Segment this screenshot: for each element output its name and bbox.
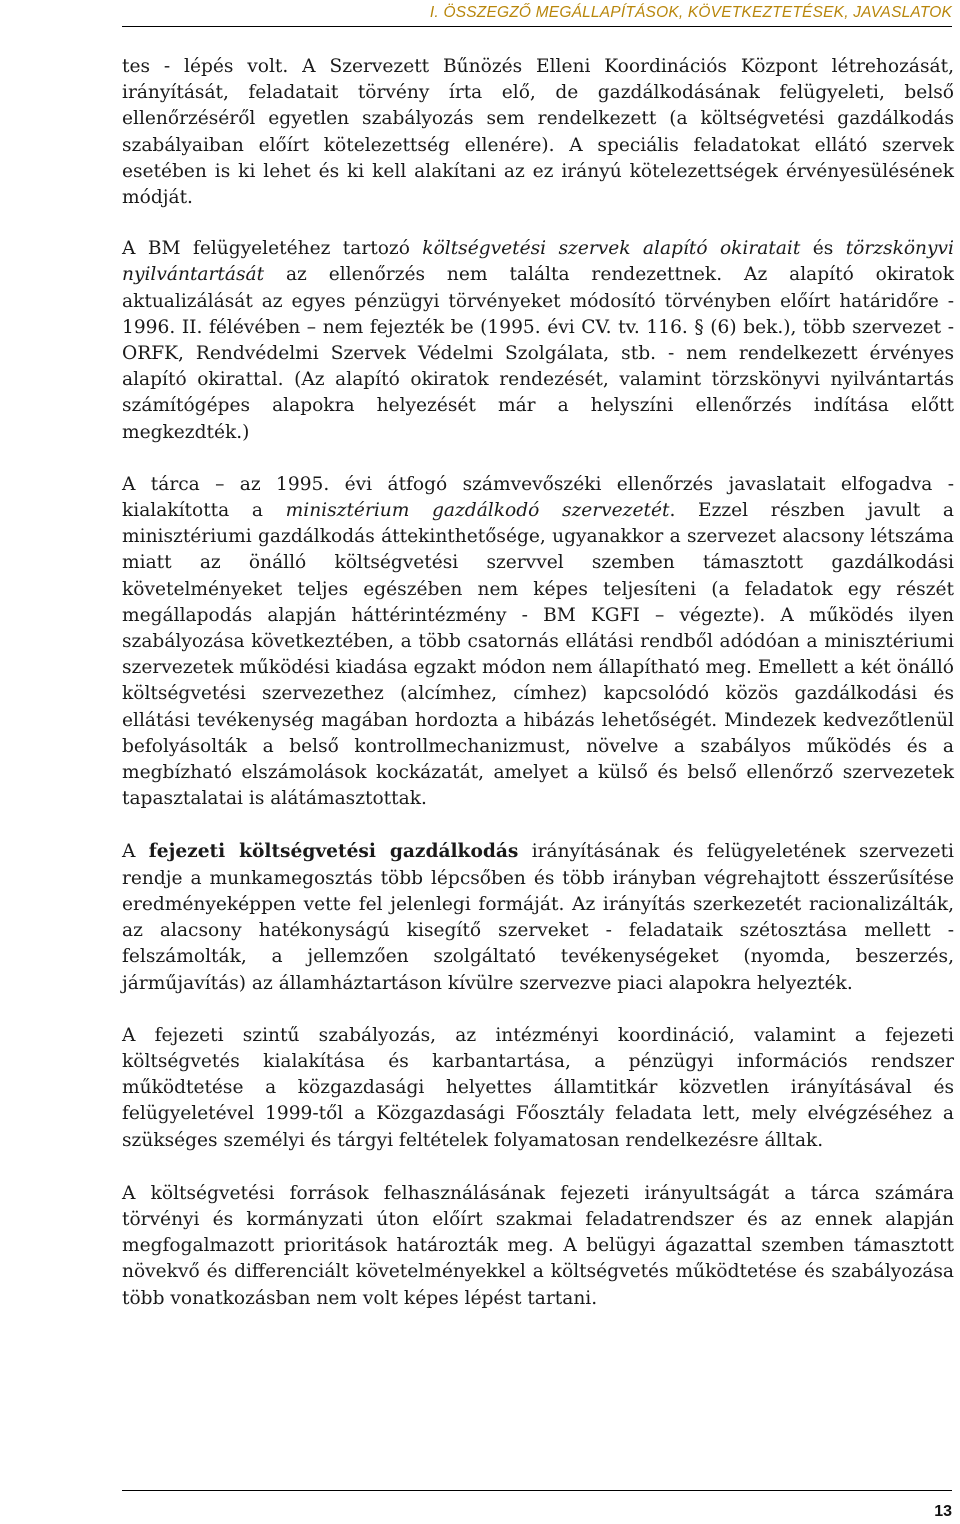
- running-header: [122, 0, 952, 27]
- paragraph-3: [122, 472, 954, 813]
- paragraph-4-text-2: irányításának és felügyeletének szervezeti rendje a munkamegosztás több lépcsőben és több irányban végrehajtott ésszerűsítése eredményeképpen vette fel jelenlegi formáját. Az irányítás szerkezetét racionalizálták, az alacsony hatékonyságú kisegítő szerveket - feladataik szétosztása mellett - felszámolták, a jellemzően szolgáltató tevékenységeket (nyomda, beszerzés, járműjavítás) az államháztartáson kívülre szervezve piaci alapokra helyezték.: [122, 841, 955, 994]
- footer-rule: [122, 1490, 952, 1491]
- paragraph-4: [122, 839, 954, 996]
- paragraph-2-italic-2: törzskönyvi nyilvántartását: [122, 238, 954, 286]
- paragraph-2-text-3: az ellenőrzés nem találta rendezettnek. Az alapító okiratok aktualizálását az egyes pénzügyi törvényeket módosító törvényben előírt határidőre - 1996. II. félévében – nem fejezték be (1995. évi CV. tv. 116. § (6) bek.), több szervezet - ORFK, Rendvédelmi Szervek Védelmi Szolgálata, stb. - nem rendelkezett érvényes alapító okirattal. (Az alapító okiratok rendezését, valamint törzskönyvi nyilvántartás számítógépes alapokra helyezését már a helyszíni ellenőrzés indítása előtt megkezdték.): [122, 264, 954, 443]
- paragraph-3-text-2: . Ezzel részben javult a minisztériumi gazdálkodás áttekinthetősége, ugyanakkor a szervezet alacsony létszáma miatt az önálló költségvetési szervvel szemben támasztott gazdálkodási követelményeket teljes egészében nem képes teljesíteni (a feladatok egy részét megállapodás alapján háttérintézmény - BM KGFI – végezte). A működés ilyen szabályozása következtében, a több csatornás ellátási rendből adódóan a minisztériumi szervezetek működési kiadása egzakt módon nem állapítható meg. Emellett a két önálló költségvetési szervezethez (alcímhez, címhez) kapcsolódó közös gazdálkodási és ellátási tevékenység magában hordozta a hibázás lehetőségét. Mindezek kedvezőtlenül befolyásolták a belső kontrollmechanizmust, növelve a szabályos működés és a megbízható elszámolások kockázatát, amelyet a külső és belső ellenőrző szervezetek tapasztalatai is alátámasztottak.: [122, 500, 954, 810]
- paragraph-2-text-2: és: [800, 238, 846, 260]
- document-body: [122, 54, 954, 1338]
- paragraph-2-italic-1: költségvetési szervek alapító okiratait: [422, 238, 801, 260]
- paragraph-5: A fejezeti szintű szabályozás, az intézményi koordináció, valamint a fejezeti költségvetés kialakítása és karbantartása, a pénzügyi információs rendszer működtetése a közgazdasági helyettes államtitkár közvetlen irányításával és felügyeletével 1999-től a Közgazdasági Főosztály feladata lett, mely elvégzéséhez a szükséges személyi és tárgyi feltételek folyamatosan rendelkezésre álltak.: [122, 1024, 954, 1151]
- paragraph-3-text-1: A tárca – az 1995. évi átfogó számvevőszéki ellenőrzés javaslatait elfogadva - kialakította a: [122, 473, 954, 522]
- paragraph-1: tes - lépés volt. A Szervezett Bűnözés Elleni Koordinációs Központ létrehozását, irányítását, feladatait törvény írta elő, de gazdálkodásának felügyeleti, belső ellenőrzéséről egyetlen szabályozás sem rendelkezett (a költségvetési gazdálkodás szabályaiban előírt kötelezettség ellenére). A speciális feladatokat ellátó szervek esetében is ki lehet és ki kell alakítani az ez irányú kötelezettségek érvényesülésének módját.: [122, 56, 954, 209]
- paragraph-4-bold-1: fejezeti költségvetési gazdálkodás: [148, 841, 519, 863]
- paragraph-2-text-1: A BM felügyeletéhez tartozó: [122, 238, 423, 260]
- paragraph-3-italic-1: minisztérium gazdálkodó szervezetét: [285, 500, 670, 522]
- paragraph-6: A költségvetési források felhasználásának fejezeti irányultságát a tárca számára törvényi és kormányzati úton előírt szakmai feladatrendszer és az ennek alapján megfogalmazott prioritások határozták meg. A belügyi ágazattal szemben támasztott növekvő és differenciált követelményekkel a költségvetés működtetése és szabályozása több vonatkozásban nem volt képes lépést tartani.: [122, 1182, 954, 1309]
- paragraph-2: [122, 236, 954, 446]
- page-number: 13: [934, 1503, 952, 1520]
- header-title: I. ÖSSZEGZŐ MEGÁLLAPÍTÁSOK, KÖVETKEZTETÉSEK, JAVASLATOK: [429, 4, 952, 21]
- paragraph-4-text-1: A: [122, 841, 149, 863]
